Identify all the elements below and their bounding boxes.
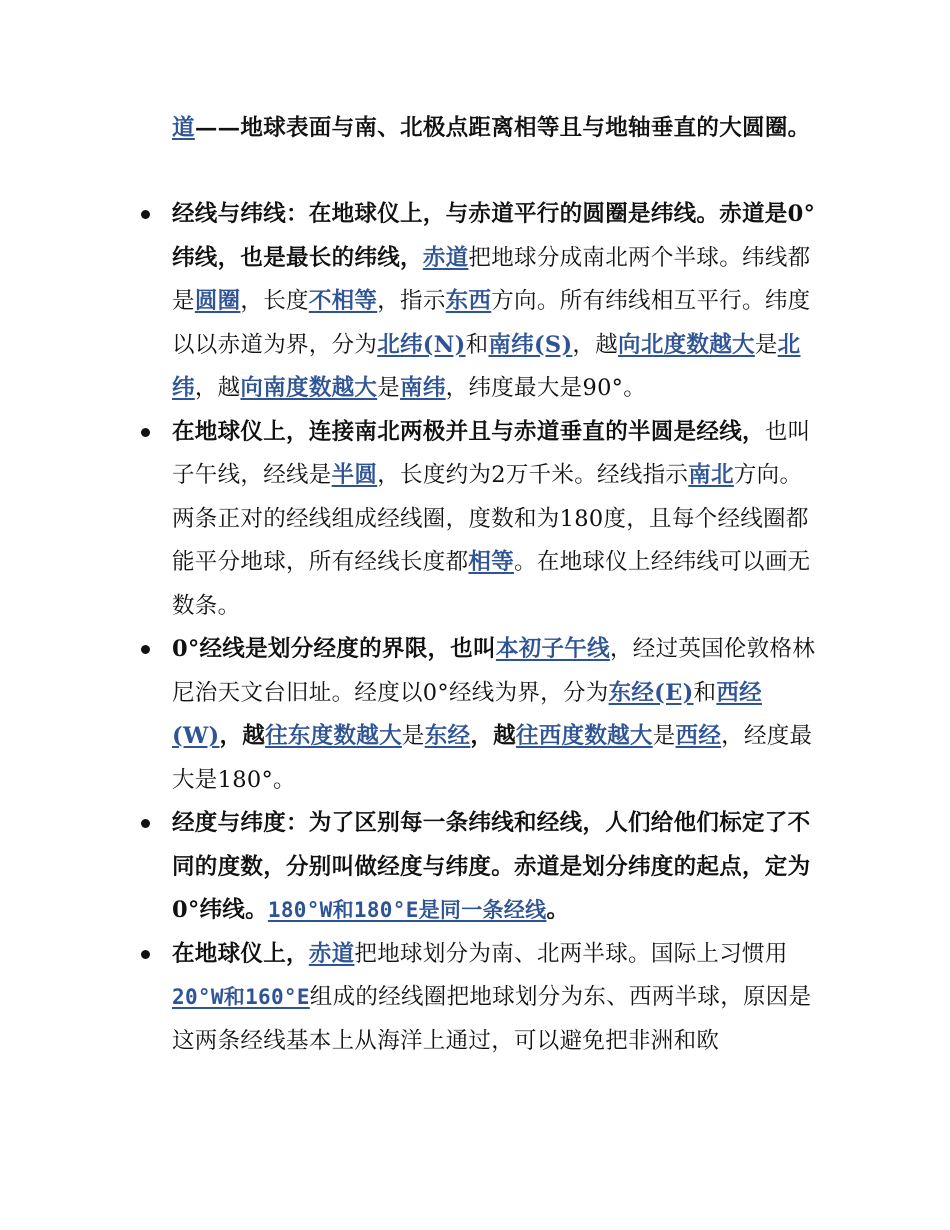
- bullet-dot-icon: [141, 950, 150, 959]
- inline-text: 。在地球仪上经纬线可以画无数条。: [172, 549, 811, 619]
- inline-text: 和: [693, 679, 717, 706]
- inline-text: 和: [465, 331, 489, 358]
- inline-text: 在地球仪上，: [172, 940, 309, 967]
- list-item-text: [172, 201, 815, 401]
- bullet-dot-icon: [141, 428, 150, 437]
- list-item: [0, 193, 816, 411]
- inline-text: 方向。所有纬线相互平行。纬度以以赤道为界，分为: [172, 288, 811, 358]
- inline-text: 。: [546, 897, 570, 923]
- inline-text: 是: [652, 723, 676, 749]
- intro-paragraph: [172, 107, 816, 151]
- inline-link[interactable]: 本初子午线: [495, 636, 610, 662]
- inline-text: ，经过英国伦敦格林尼治天文台旧址。经度以0°经线为界，分为: [172, 636, 816, 706]
- inline-link[interactable]: 不相等: [308, 288, 378, 314]
- inline-link[interactable]: 向南度数越大: [240, 375, 378, 401]
- list-item-text: [172, 810, 810, 923]
- inline-link[interactable]: 向北度数越大: [618, 331, 755, 358]
- intro-text: ——地球表面与南、北极点距离相等且与地轴垂直的大圆圈。: [194, 115, 811, 141]
- inline-link[interactable]: 南纬(S): [488, 331, 573, 358]
- inline-link[interactable]: 南纬: [400, 375, 446, 401]
- inline-link[interactable]: 20°W和160°E: [172, 985, 310, 1009]
- inline-link[interactable]: 往东度数越大: [265, 723, 402, 749]
- inline-text: ，长度约为2万千米。经线指示: [377, 462, 689, 488]
- inline-link[interactable]: 东西: [445, 288, 492, 314]
- inline-link[interactable]: 180°W和180°E是同一条经线: [267, 898, 547, 922]
- inline-text: 0°纬线，也是最长的纬线，: [172, 201, 816, 271]
- inline-text: ，越: [572, 331, 619, 358]
- inline-link[interactable]: 往西度数越大: [515, 723, 653, 749]
- inline-link[interactable]: 东经(E): [608, 679, 694, 706]
- inline-text: 经度与纬度：为了区别每一条纬线和经线，人们给他们标定了不同的度数，分别叫做经度与纬度。赤道是划分纬度的起点，定为: [172, 810, 811, 880]
- list-item: [0, 628, 816, 802]
- inline-link[interactable]: 相等: [468, 549, 515, 575]
- inline-text: 经线与纬线：在地球仪上，与赤道平行的圆圈是纬线。赤道是: [172, 201, 788, 227]
- inline-link[interactable]: 北纬(N): [377, 331, 466, 358]
- inline-link[interactable]: 半圆: [331, 462, 378, 488]
- inline-text: 把地球分成南北两个半球。纬线都是: [172, 244, 811, 314]
- inline-text: 组成的经线圈把地球划分为东、西两半球，原因是这两条经线基本上从海洋上通过，可以避免把非洲和欧: [172, 984, 812, 1054]
- inline-link[interactable]: 赤道: [308, 940, 355, 967]
- list-item: [0, 802, 816, 933]
- inline-text: 把地球划分为南、北两半球。国际上习惯用: [354, 940, 788, 967]
- bullet-dot-icon: [141, 819, 150, 828]
- bullet-dot-icon: [141, 210, 150, 219]
- inline-link[interactable]: 西经: [675, 723, 722, 749]
- inline-text: 0°经线是划分经度的界限，也叫: [172, 636, 496, 662]
- bullet-dot-icon: [141, 645, 150, 654]
- inline-text: 是: [401, 723, 425, 749]
- inline-text: 是: [377, 375, 401, 401]
- list-item: [0, 411, 816, 629]
- inline-text: 也叫子午线，经线是: [172, 418, 811, 488]
- inline-text: ，纬度最大是90°。: [445, 375, 647, 401]
- inline-link[interactable]: 西经(W): [172, 679, 762, 749]
- inline-text: 方向。两条正对的经线组成经线圈，度数和为180度，且每个经线圈都能平分地球，所有经线长度都: [172, 462, 809, 575]
- inline-link[interactable]: 北纬: [172, 331, 801, 401]
- inline-text: 0°纬线。: [172, 897, 268, 923]
- inline-text: ，越: [219, 723, 266, 749]
- inline-link[interactable]: 赤道: [422, 244, 469, 271]
- inline-link[interactable]: 南北: [688, 462, 734, 488]
- inline-link[interactable]: 圆圈: [194, 288, 241, 314]
- inline-text: ，越: [194, 375, 241, 401]
- list-item: [0, 933, 816, 1064]
- link-equator-term[interactable]: 道: [172, 115, 195, 141]
- bullet-list: [0, 193, 950, 1063]
- inline-text: ，越: [470, 723, 516, 749]
- inline-text: ，长度: [240, 288, 309, 314]
- list-item-text: [172, 941, 811, 1054]
- inline-text: 是: [754, 331, 778, 358]
- inline-text: ，经度最大是180°。: [172, 723, 813, 793]
- inline-text: ，指示: [377, 288, 446, 314]
- inline-text: 在地球仪上，连接南北两极并且与赤道垂直的半圆是经线，: [172, 418, 765, 445]
- inline-link[interactable]: 东经: [424, 723, 471, 749]
- list-item-text: [172, 636, 815, 793]
- list-item-text: [172, 419, 810, 619]
